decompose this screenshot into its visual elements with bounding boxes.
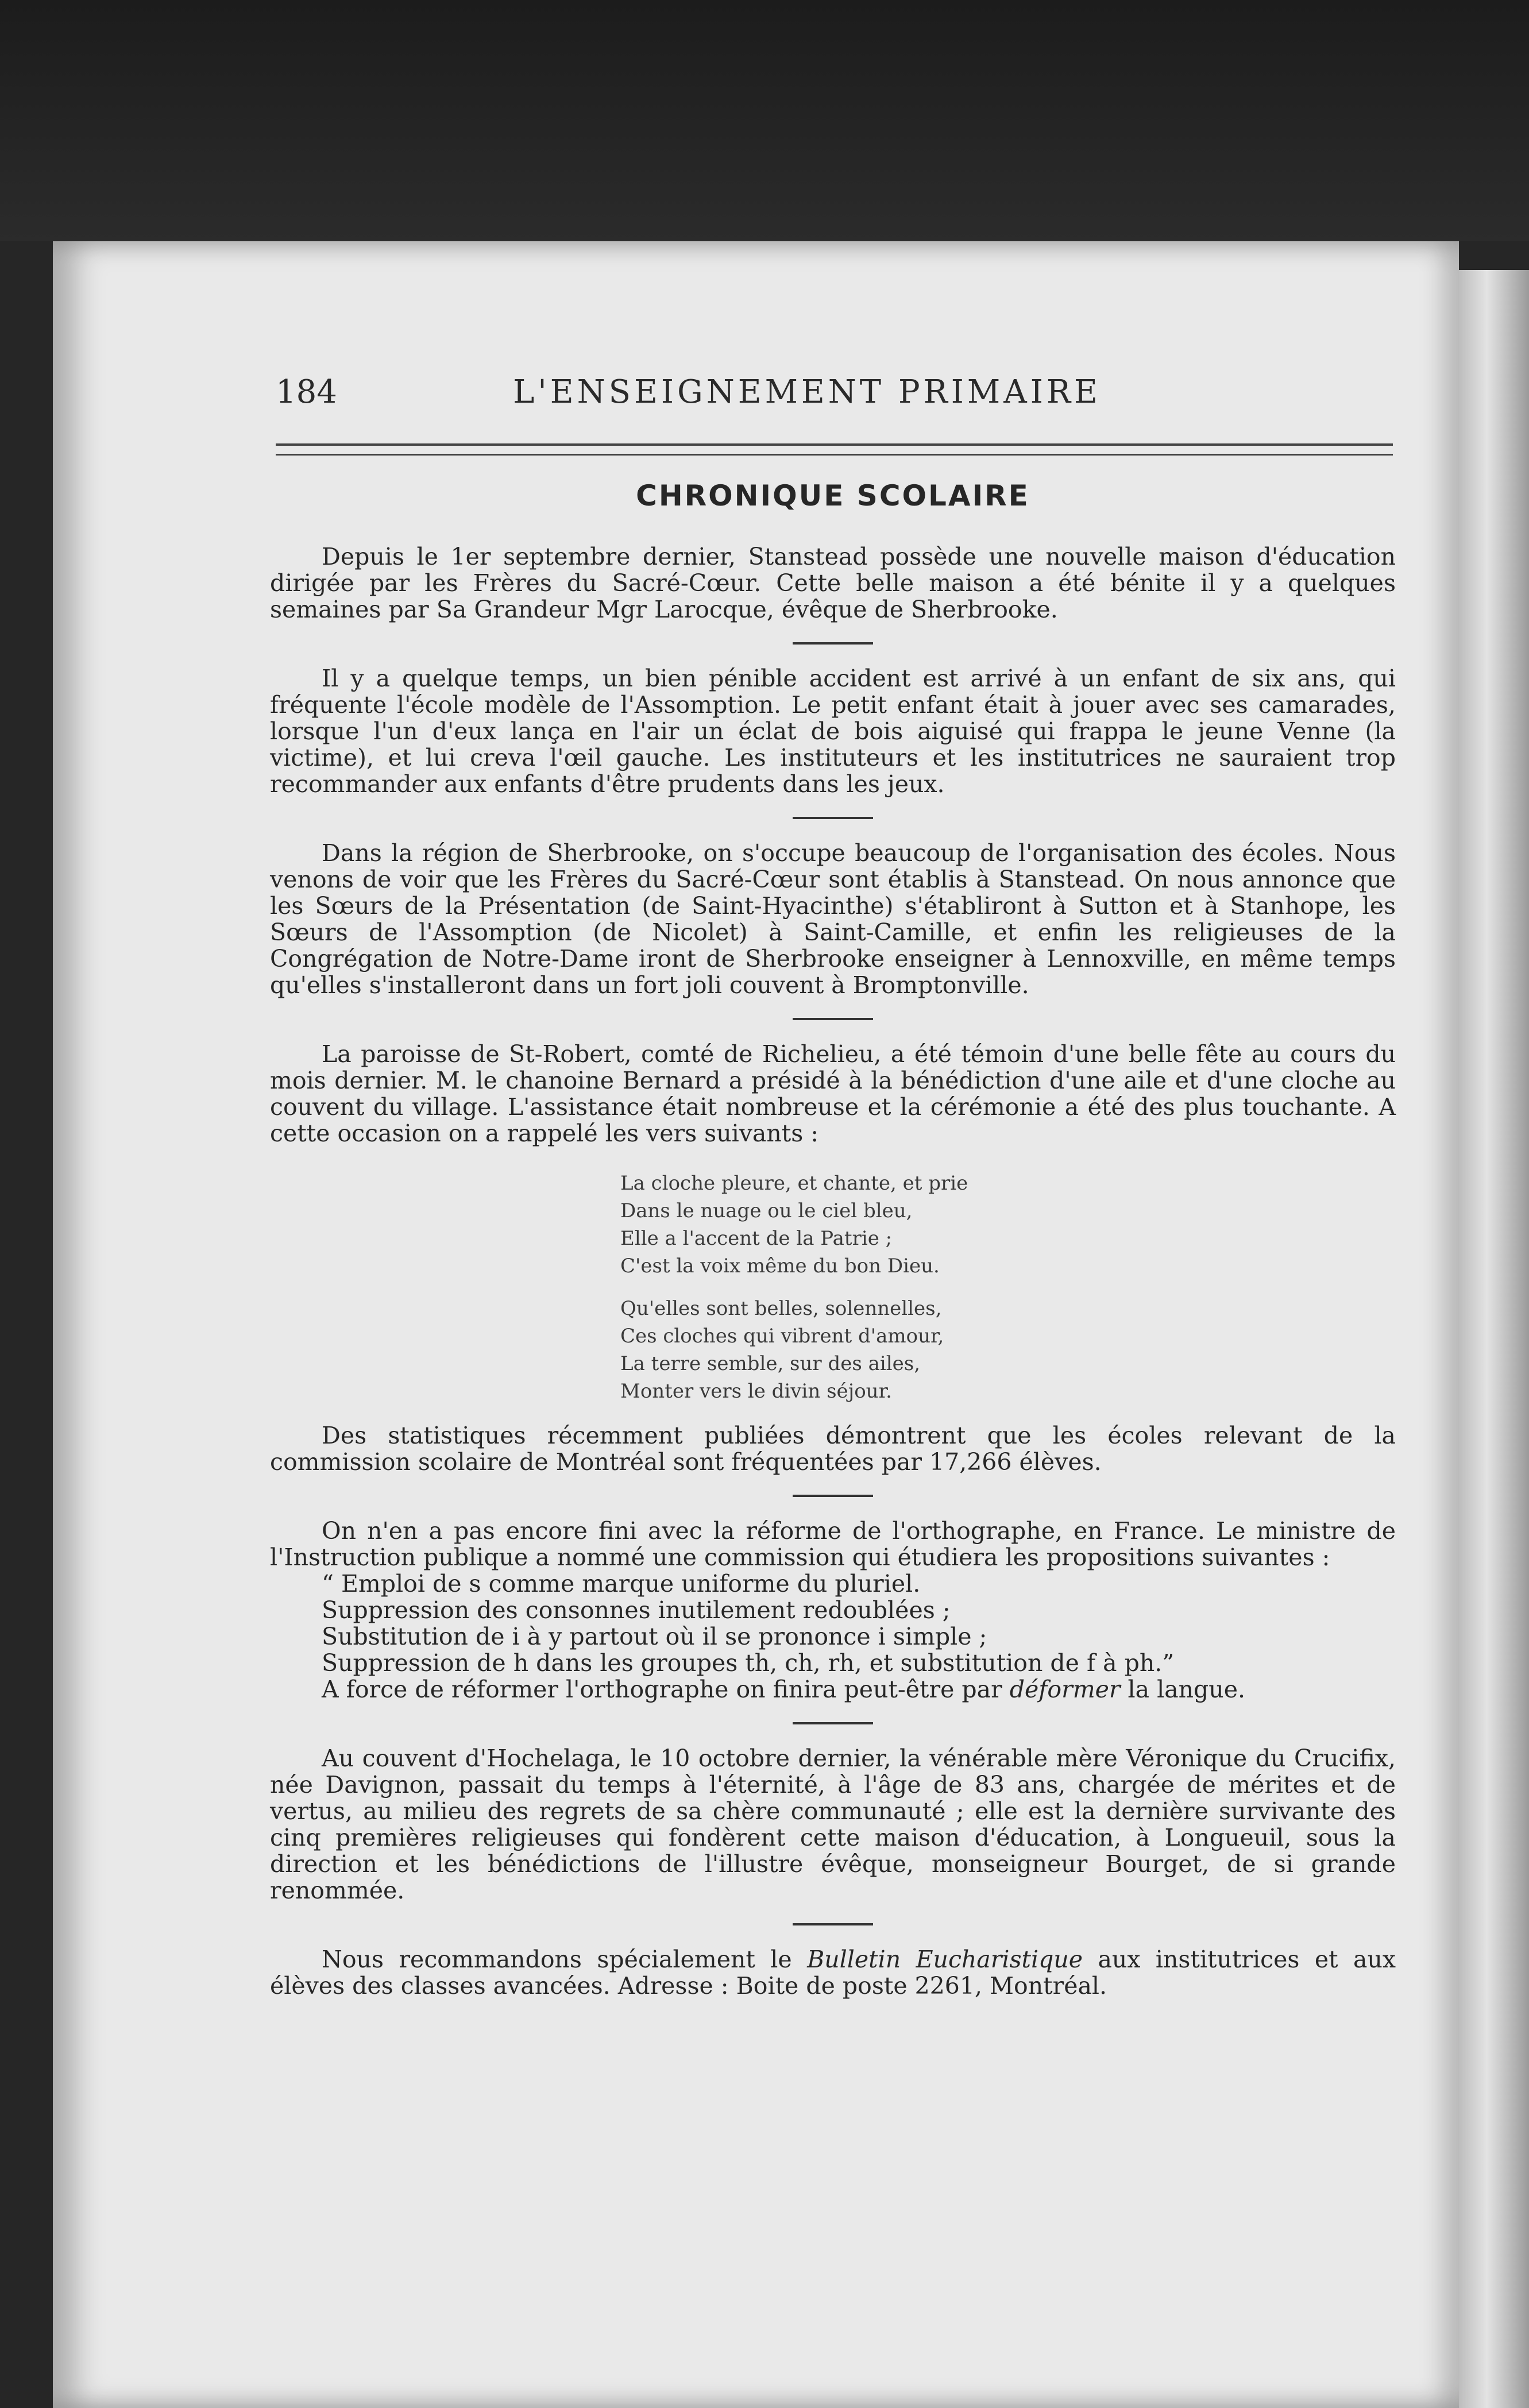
poem-line: Monter vers le divin séjour. — [620, 1380, 892, 1403]
bulletin-text-end: aux institutrices et aux élèves des classes avancées. Adresse : Boite de poste 2261, Montréal. — [270, 1946, 1396, 2000]
bulletin-text: Nous recommandons spécialement le — [322, 1946, 808, 1973]
paragraph-orthographe: On n'en a pas encore fini avec la réforme de l'orthographe, en France. Le ministre de l'Instruction publique a nommé une commission qui étudiera les propositions suivantes : — [270, 1517, 1396, 1571]
poem-line: C'est la voix même du bon Dieu. — [620, 1255, 940, 1278]
poem-line: Dans le nuage ou le ciel bleu, — [620, 1199, 913, 1222]
paragraph-bulletin — [270, 1946, 1396, 1999]
separator — [793, 642, 873, 645]
poem-stanza — [620, 1295, 1396, 1405]
poem-line: Elle a l'accent de la Patrie ; — [620, 1227, 893, 1250]
closing-text-end: la langue. — [1120, 1676, 1245, 1703]
paragraph-stanstead: Depuis le 1er septembre dernier, Stanstead possède une nouvelle maison d'éducation dirigée par les Frères du Sacré-Cœur. Cette belle maison a été bénite il y a quelques semaines par Sa Grandeur Mgr Larocque, évêque de Sherbrooke. — [270, 543, 1396, 623]
separator — [793, 1923, 873, 1925]
paragraph-accident: Il y a quelque temps, un bien pénible accident est arrivé à un enfant de six ans, qui fréquente l'école modèle de l'Assomption. Le petit enfant était à jouer avec ses camarades, lorsque l'un d'eux lança en l'air un éclat de bois aiguisé qui frappa le jeune Venne (la victime), et lui creva l'œil gauche. Les instituteurs et les institutrices ne sauraient trop recommander aux enfants d'être prudents dans les jeux. — [270, 665, 1396, 798]
closing-text: A force de réformer l'orthographe on finira peut-être par — [322, 1676, 1010, 1703]
paragraph-sherbrooke: Dans la région de Sherbrooke, on s'occupe beaucoup de l'organisation des écoles. Nous venons de voir que les Frères du Sacré-Cœur sont établis à Stanstead. On nous annonce que les Sœurs de la Présentation (de Saint-Hyacinthe) s'établiront à Sutton et à Stanhope, les Sœurs de l'Assomption (de Nicolet) à Saint-Camille, et enfin les religieuses de la Congrégation de Notre-Dame iront de Sherbrooke enseigner à Lennoxville, en même temps qu'elles s'installeront dans un fort joli couvent à Bromptonville. — [270, 839, 1396, 999]
proposition-item: Substitution de i à y partout où il se prononce i simple ; — [322, 1623, 987, 1650]
bulletin-title: Bulletin Eucharistique — [807, 1946, 1083, 1973]
proposition-item: Suppression des consonnes inutilement redoublées ; — [322, 1596, 951, 1624]
separator — [793, 817, 873, 819]
poem-line: La terre semble, sur des ailes, — [620, 1352, 921, 1375]
page-number: 184 — [276, 373, 337, 411]
orthographe-closing — [270, 1676, 1396, 1703]
poem-stanza — [620, 1170, 1396, 1280]
separator — [793, 1018, 873, 1020]
proposition-item: Suppression de h dans les groupes th, ch, rh, et substitution de f à ph.” — [322, 1649, 1175, 1677]
proposition-item: “ Emploi de s comme marque uniforme du pluriel. — [322, 1570, 921, 1597]
paragraph-hochelaga: Au couvent d'Hochelaga, le 10 octobre dernier, la vénérable mère Véronique du Crucifix, née Davignon, passait du temps à l'éternité, à l'âge de 83 ans, chargée de mérites et de vertus, au milieu des regrets de sa chère communauté ; elle est la dernière survivante des cinq premières religieuses qui fondèrent cette maison d'éducation, à Longueuil, sous la direction et les bénédictions de l'illustre évêque, monseigneur Bourget, de si grande renommée. — [270, 1745, 1396, 1904]
separator — [793, 1722, 873, 1724]
separator — [793, 1495, 873, 1497]
poem-line: Qu'elles sont belles, solennelles, — [620, 1297, 942, 1320]
section-title: CHRONIQUE SCOLAIRE — [636, 479, 1030, 512]
poem-line: Ces cloches qui vibrent d'amour, — [620, 1325, 944, 1348]
closing-emphasis: déformer — [1009, 1676, 1121, 1703]
header-rule — [276, 443, 1393, 456]
next-page-edge — [1459, 270, 1529, 2408]
paragraph-st-robert: La paroisse de St-Robert, comté de Richelieu, a été témoin d'une belle fête au cours du mois dernier. M. le chanoine Bernard a présidé à la bénédiction d'une aile et d'une cloche au couvent du village. L'assistance était nombreuse et la cérémonie a été des plus touchante. A cette occasion on a rappelé les vers suivants : — [270, 1040, 1396, 1147]
poem-line: La cloche pleure, et chante, et prie — [620, 1172, 968, 1195]
poem — [620, 1170, 1396, 1405]
article-body — [270, 471, 1396, 1999]
scan-background — [0, 0, 1529, 241]
page-header — [224, 373, 1390, 425]
paragraph-statistics: Des statistiques récemment publiées démontrent que les écoles relevant de la commission scolaire de Montréal sont fréquentées par 17,266 élèves. — [270, 1422, 1396, 1476]
running-title: L'ENSEIGNEMENT PRIMAIRE — [513, 373, 1101, 411]
